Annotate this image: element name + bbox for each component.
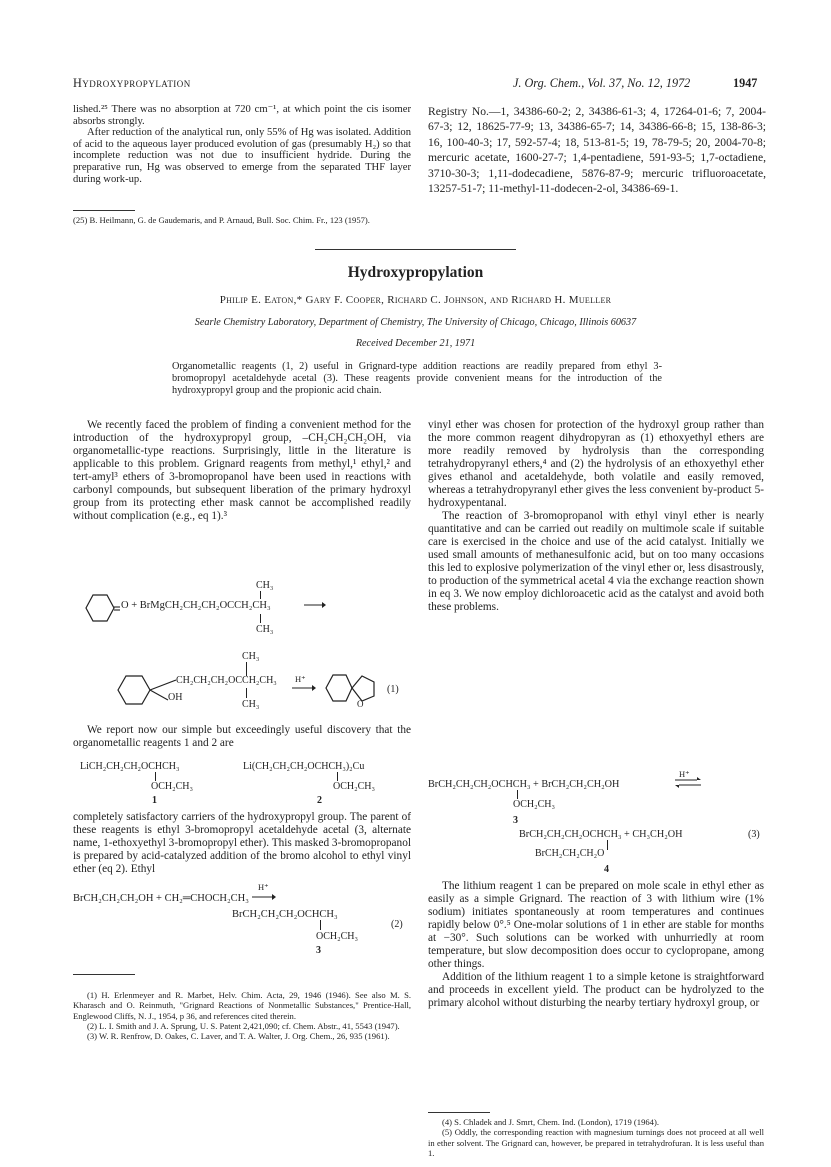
eq1-number: (1) bbox=[387, 684, 399, 695]
eq1-arrow-1 bbox=[304, 601, 326, 609]
footnote-5: (5) Oddly, the corresponding reaction with magnesium turnings does not proceed at all well in ether solvent. The Grignard can, however, be prepared in tetrahydrofuran. It is less useful than 1. bbox=[428, 1127, 764, 1158]
footnote-3: (3) W. R. Renfrow, D. Oakes, C. Laver, and T. A. Walter, J. Org. Chem., 26, 935 (1961). bbox=[87, 1031, 390, 1042]
eq1-acid-label: H⁺ bbox=[295, 674, 306, 684]
eq2-product: BrCH₂CH₂CH₂OCHCH₃ bbox=[232, 909, 338, 920]
eq1-prod-ch3-bottom: CH₃ bbox=[242, 699, 260, 710]
article-title: Hydroxypropylation bbox=[347, 264, 484, 281]
right-footnote-rule bbox=[428, 1112, 490, 1113]
right-para-4: Addition of the lithium reagent 1 to a simple ketone is straightforward and proceeds in excellent yield. The product can be hydrolyzed to the primary alcohol without disturbing the nearby tertiary hydroxyl group, or bbox=[428, 971, 764, 1009]
eq1-ch3-top: CH₃ bbox=[256, 580, 274, 591]
left-para-2: We report now our simple but exceedingly useful discovery that the organometallic reagents 1 and 2 are bbox=[73, 724, 411, 749]
eq3-bond bbox=[517, 790, 518, 799]
reagent-2-sub: OCH₂CH₃ bbox=[333, 781, 375, 792]
eq1-ring-o: O bbox=[357, 699, 364, 709]
reagent-1: LiCH₂CH₂CH₂OCHCH₃ bbox=[80, 761, 180, 772]
eq1-ch3-bottom: CH₃ bbox=[256, 624, 274, 635]
prev-para-1: lished.²⁵ There was no absorption at 720 cm⁻¹, at which point the cis isomer absorbs strongly. bbox=[73, 104, 411, 127]
eq2-sub: OCH₂CH₃ bbox=[316, 931, 358, 942]
eq1-prod-bond-top bbox=[246, 662, 247, 676]
eq3-equilibrium-arrow bbox=[675, 777, 701, 789]
prev-footnote: (25) B. Heilmann, G. de Gaudemaris, and P. Arnaud, Bull. Soc. Chim. Fr., 123 (1957). bbox=[73, 215, 370, 225]
eq1-bond-bottom bbox=[260, 614, 261, 623]
eq2-reactants: BrCH₂CH₂CH₂OH + CH₂═CHOCH₂CH₃ bbox=[73, 893, 249, 904]
parent-paragraph bbox=[73, 811, 411, 876]
registry-numbers: Registry No.—1, 34386-60-2; 2, 34386-61-3; 4, 17264-01-6; 7, 2004-67-3; 12, 18625-77-9; 13, 34386-65-7; 14, 34386-66-8; 15, 138-86-3; 16, 100-40-3; 17, 592-57-4; 18, 513-81-5; 19, 78-79-5; 20, 2004-70-8; mercuric acetate, 1600-27-7; 1,4-pentadiene, 591-93-5; 1,7-octadiene, 3710-30-3; 1,11-dodecadiene, 5876-87-9; mercuric trifluoroacetate, 13257-51-7; 11-methyl-11-dodecen-2-ol, 34386-69-1. bbox=[428, 105, 766, 196]
eq3-product-2: BrCH₂CH₂CH₂O bbox=[535, 848, 605, 859]
affiliation: Searle Chemistry Laboratory, Department of Chemistry, The University of Chicago, Chicago, Illinois 60637 bbox=[194, 317, 637, 328]
prev-article-text bbox=[73, 104, 411, 185]
cyclohexanol-ring bbox=[110, 672, 176, 708]
eq1-prod-ch3-top: CH₃ bbox=[242, 651, 260, 662]
page-number: 1947 bbox=[733, 76, 758, 90]
eq3-compound-num: 3 bbox=[513, 815, 518, 826]
right-para-1: vinyl ether was chosen for protection of the hydroxyl group rather than the more common reagent dihydropyran as (1) ethoxyethyl ethers are more readily removed by hydrolysis than the corresponding tetrahydropyranyl ethers,⁴ and (2) the hydrolysis of an ethoxyethyl ether gives ethanol and acetaldehyde, both volatile and easily removed, whereas a tetrahydropyranyl ether gives the less convenient by-product 5-hydroxypentanal. bbox=[428, 419, 764, 509]
spiro-ether-rings bbox=[322, 670, 378, 706]
eq3-number: (3) bbox=[748, 829, 760, 840]
eq2-arrow bbox=[252, 893, 276, 901]
reagent-2-bond bbox=[337, 772, 338, 781]
eq1-prod-chain: CH₂CH₂CH₂OCCH₂CH₃ bbox=[176, 675, 277, 686]
right-column-text bbox=[428, 419, 764, 614]
running-title: Hydroxypropylation bbox=[73, 76, 191, 90]
footnote-4: (4) S. Chladek and J. Smrt, Chem. Ind. (London), 1719 (1964). bbox=[442, 1117, 659, 1127]
eq3-acid-label: H⁺ bbox=[679, 769, 690, 779]
authors: Philip E. Eaton,* Gary F. Cooper, Richard C. Johnson, and Richard H. Mueller bbox=[219, 294, 612, 306]
cyclohexanone-ring bbox=[80, 591, 120, 625]
left-footnotes bbox=[73, 990, 411, 1041]
footnote-2: (2) L. I. Smith and J. A. Sprung, U. S. Patent 2,421,090; cf. Chem. Abstr., 41, 5543 (1947). bbox=[87, 1020, 400, 1031]
eq2-compound-num: 3 bbox=[316, 945, 321, 956]
right-footnotes bbox=[428, 1117, 764, 1158]
eq2-bond bbox=[320, 920, 321, 930]
reagent-2: Li(CH₂CH₂CH₂OCHCH₃)₂Cu bbox=[243, 761, 365, 772]
reagent-2-num: 2 bbox=[317, 795, 322, 806]
eq3-compound-num-2: 4 bbox=[604, 864, 609, 875]
eq1-bond-top bbox=[260, 591, 261, 599]
eq3-reactants: BrCH₂CH₂CH₂OCHCH₃ + BrCH₂CH₂CH₂OH bbox=[428, 779, 620, 790]
prev-para-2: After reduction of the analytical run, only 55% of Hg was isolated. Addition of acid to the aqueous layer produced evolution of gas (presumably H₂) so that incomplete reduction was not due to insufficient hydride. During the preparative run, Hg was observed to emerge from the separated THF layer during work-up. bbox=[73, 127, 411, 185]
eq1-prod-oh: OH bbox=[168, 692, 183, 703]
eq2-acid-label: H⁺ bbox=[258, 882, 269, 892]
intro-paragraph bbox=[73, 419, 411, 523]
reagent-1-sub: OCH₂CH₃ bbox=[151, 781, 193, 792]
eq2-number: (2) bbox=[391, 919, 403, 930]
eq1-reagents: O + BrMgCH₂CH₂CH₂OCCH₂CH₃ bbox=[121, 600, 271, 611]
footnote-rule bbox=[73, 210, 135, 211]
left-para-1: We recently faced the problem of finding a convenient method for the introduction of the hydroxypropyl group, –CH₂CH₂CH₂OH, via organometallic-type reactions. Surprisingly, little in the literature is applicable to this problem. Grignard reagents from methyl,¹ ethyl,² and tert-amyl³ ethers of 3-bromopropanol have been used in reactions with carbonyl compounds, but subsequent liberation of the primary hydroxyl group from its protecting ether mask cannot be accomplished readily without complication (e.g., eq 1).³ bbox=[73, 419, 411, 522]
article-separator bbox=[315, 249, 516, 250]
left-footnote-rule bbox=[73, 974, 135, 975]
eq3-sub: OCH₂CH₃ bbox=[513, 799, 555, 810]
right-para-2: The reaction of 3-bromopropanol with ethyl vinyl ether is nearly quantitative and can be carried out readily on multimole scale if suitable care is exercised in the choice and use of the acid catalyst. Initially we used small amounts of methanesulfonic acid, but on too many occasions this led to explosive polymerization of the vinyl ether or, less disastrously, to production of the symmetrical acetal 4 via the exchange reaction shown in eq 3. We now employ dichloroacetic acid as the catalyst and avoid both these problems. bbox=[428, 510, 764, 613]
eq3-products: BrCH₂CH₂CH₂OCHCH₃ + CH₃CH₂OH bbox=[519, 829, 683, 840]
footnote-1: (1) H. Erlenmeyer and R. Marbet, Helv. Chim. Acta, 29, 1946 (1946). See also M. S. Kharasch and O. Reinmuth, "Grignard Reactions of Nonmetallic Substances," Prentice-Hall, Englewood Cliffs, N. J., 1954, p 36, and references cited therein. bbox=[73, 990, 411, 1021]
received-date: Received December 21, 1971 bbox=[355, 338, 476, 349]
right-para-3: The lithium reagent 1 can be prepared on mole scale in ethyl ether as easily as a simple Grignard. The reaction of 3 with lithium wire (1% sodium) initiates spontaneously at room temperatures and continues rapidly below 0°.⁵ One-molar solutions of 1 in ether are stable for months at −30°. Such solutions can be worked with unhurriedly at room temperature, but slow decomposition does occur to cyclopropane, among other things. bbox=[428, 880, 764, 970]
eq3-bond-2 bbox=[607, 840, 608, 850]
journal-citation: J. Org. Chem., Vol. 37, No. 12, 1972 bbox=[513, 76, 691, 90]
eq1-prod-bond-bottom bbox=[246, 688, 247, 698]
left-para-3: completely satisfactory carriers of the hydroxypropyl group. The parent of these reagents is ethyl 3-bromopropyl acetaldehyde acetal (3, alternate name, 1-ethoxyethyl 3-bromopropyl ether). This masked 3-bromopropanol is prepared by acid-catalyzed addition of the bromo alcohol to ethyl vinyl ether (eq 2). Ethyl bbox=[73, 811, 411, 875]
reagent-1-bond bbox=[155, 772, 156, 781]
reagent-1-num: 1 bbox=[152, 795, 157, 806]
abstract: Organometallic reagents (1, 2) useful in Grignard-type addition reactions are readily prepared from ethyl 3-bromopropyl acetaldehyde acetal (3). These reagents provide convenient means for the introduction of the hydroxypropyl group and the propionic acid chain. bbox=[172, 361, 662, 396]
reagents-paragraph bbox=[73, 724, 411, 750]
eq1-arrow-2 bbox=[292, 684, 316, 692]
right-column-text-2 bbox=[428, 880, 764, 1010]
